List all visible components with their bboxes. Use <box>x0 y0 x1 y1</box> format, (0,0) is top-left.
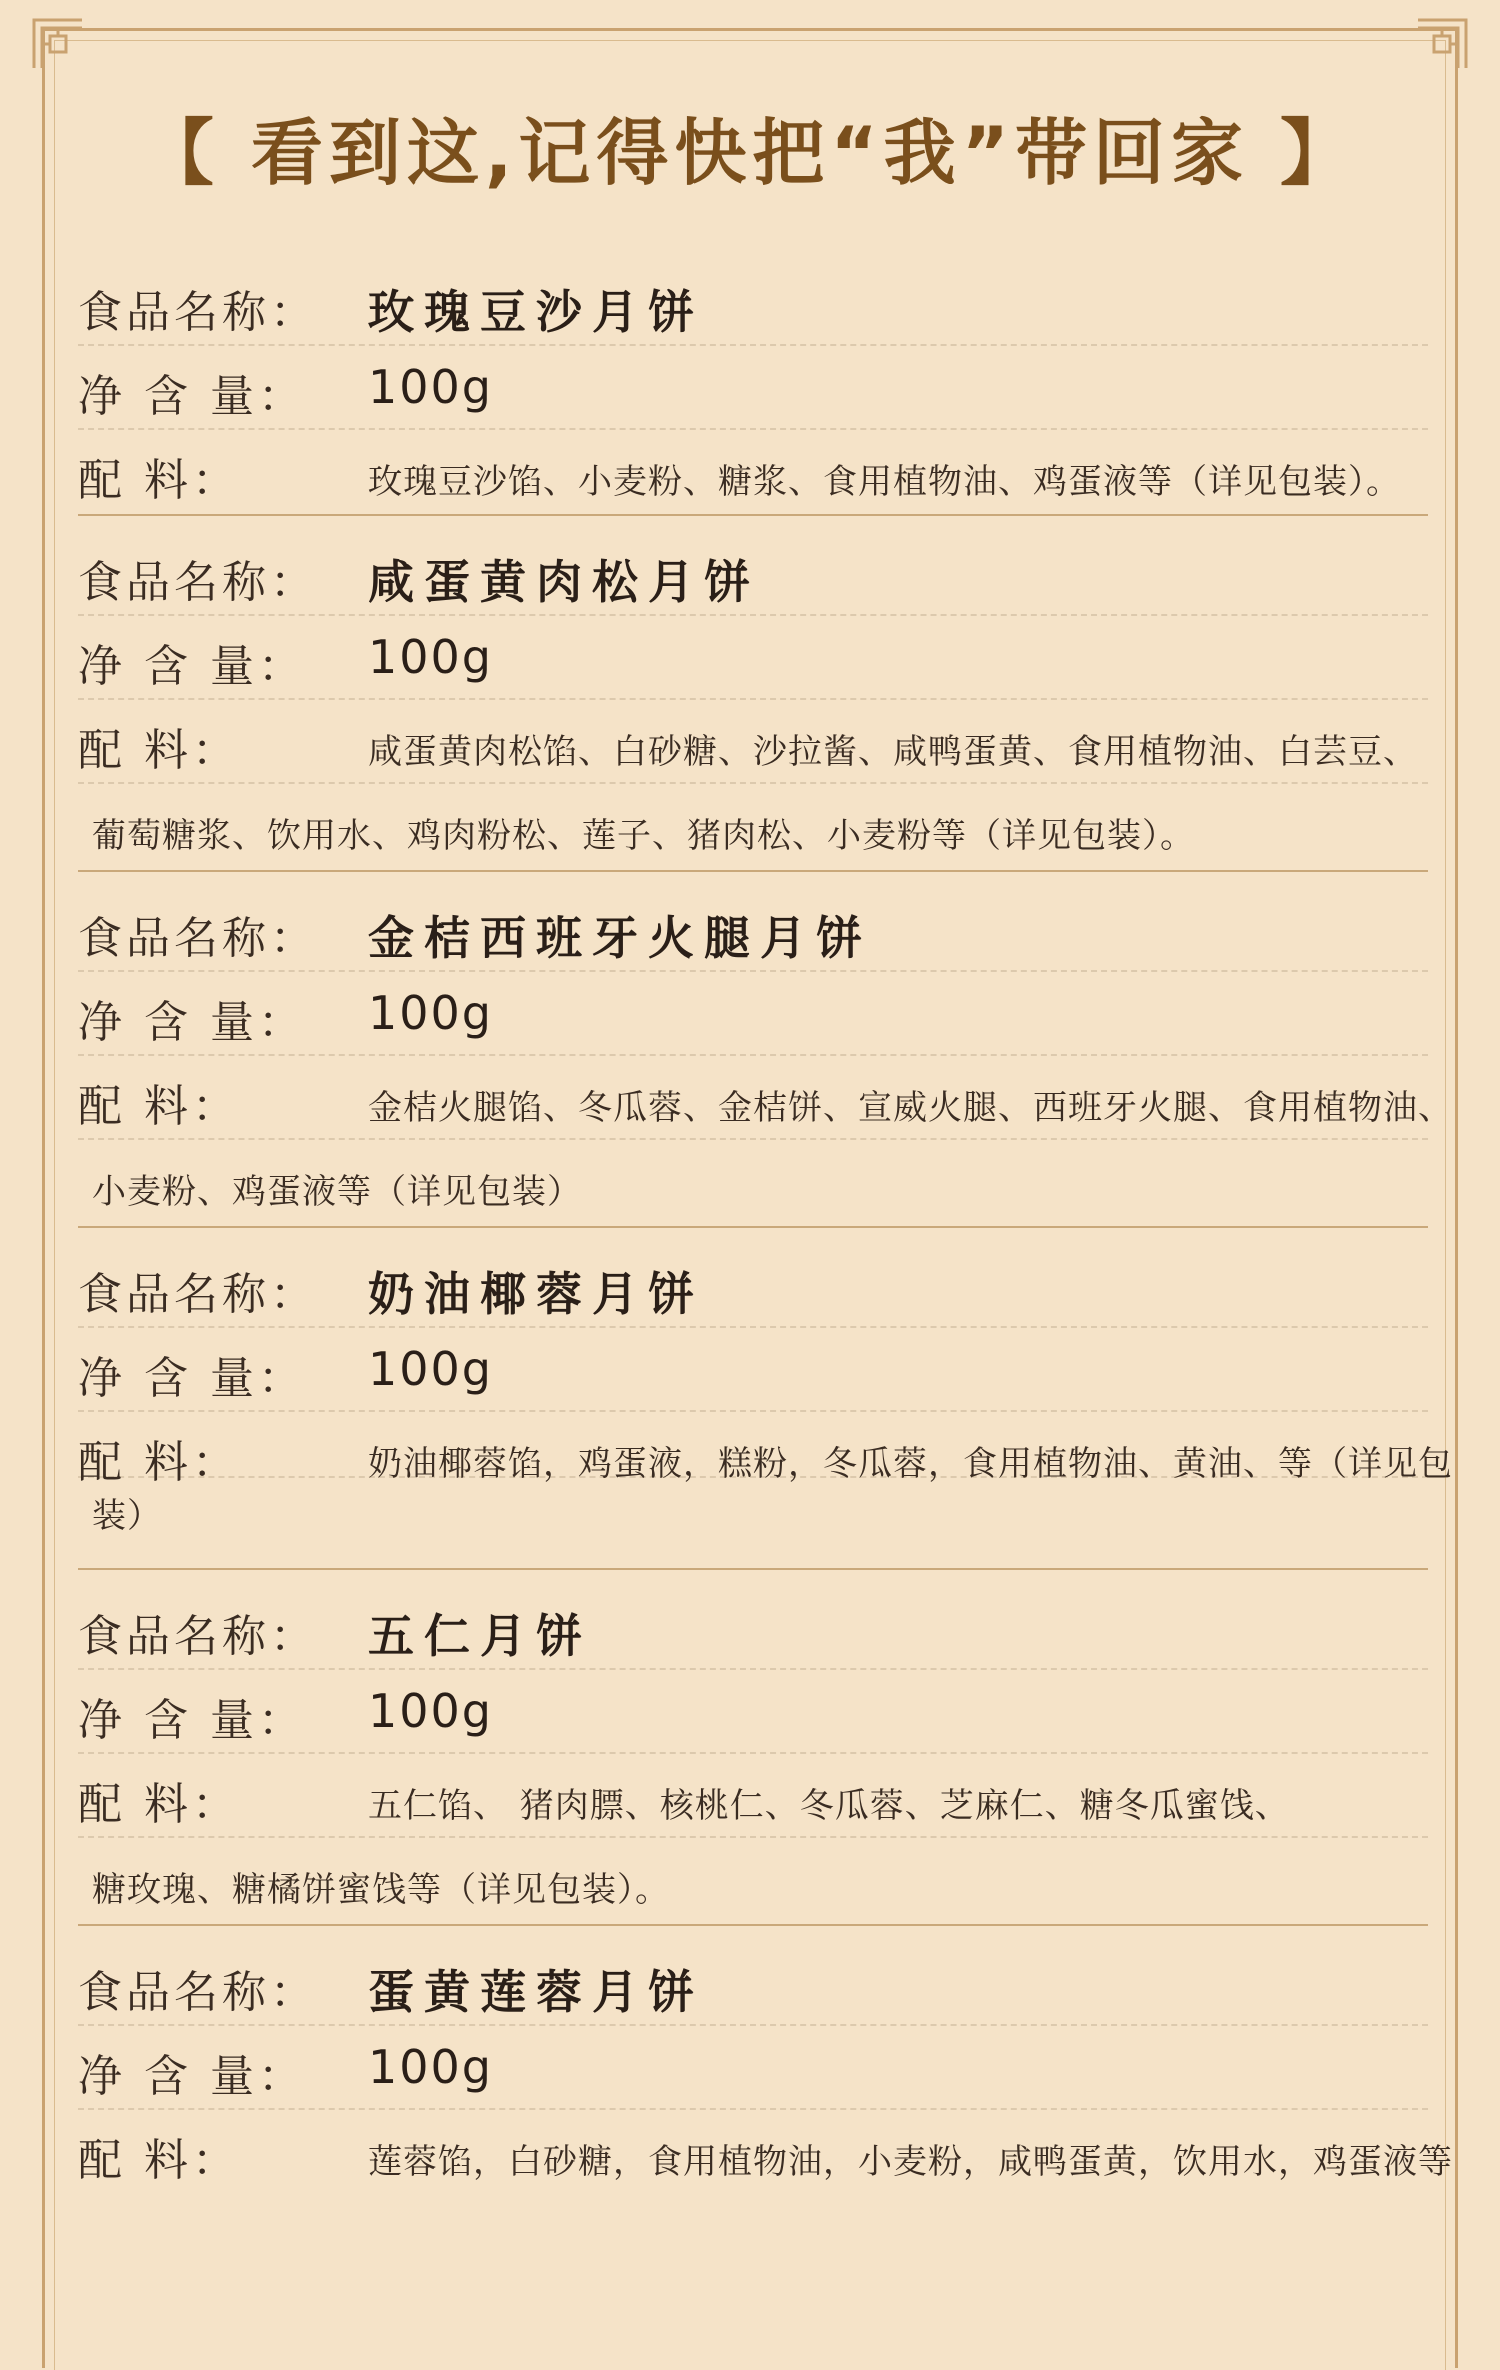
net-row <box>78 1670 1428 1754</box>
ingredients-row-cont <box>78 1838 1428 1924</box>
name-label: 食品名称： <box>78 1269 318 1320</box>
ingredients-text: 莲蓉馅，白砂糖，食用植物油，小麦粉，咸鸭蛋黄，饮用水，鸡蛋液等 <box>368 2142 1453 2182</box>
ingredients-label: 配 料： <box>78 2135 240 2186</box>
name-row <box>78 888 1428 972</box>
ingredients-row <box>78 2110 1453 2194</box>
ingredients-text: 玫瑰豆沙馅、小麦粉、糖浆、食用植物油、鸡蛋液等（详见包装）。 <box>368 462 1401 502</box>
ingredients-label: 配 料： <box>78 725 240 776</box>
ingredients-text-cont: 小麦粉、鸡蛋液等（详见包装） <box>92 1172 582 1212</box>
ingredients-text-cont: 装） <box>92 1496 162 1536</box>
product-name: 奶油椰蓉月饼 <box>368 1267 704 1321</box>
net-row <box>78 972 1428 1056</box>
net-label: 净 含 量： <box>78 1695 306 1746</box>
name-row <box>78 1244 1428 1328</box>
ingredients-text-cont: 葡萄糖浆、饮用水、鸡肉粉松、莲子、猪肉松、小麦粉等（详见包装）。 <box>92 816 1195 856</box>
net-row <box>78 616 1428 700</box>
net-content: 100g <box>368 360 493 414</box>
ingredients-text: 五仁馅、 猪肉膘、核桃仁、冬瓜蓉、芝麻仁、糖冬瓜蜜饯、 <box>368 1786 1290 1826</box>
corner-ornament-icon <box>32 18 84 70</box>
ingredients-row <box>78 1056 1453 1140</box>
ingredients-row <box>78 1754 1428 1838</box>
ingredients-label: 配 料： <box>78 1779 240 1830</box>
ingredients-text: 奶油椰蓉馅，鸡蛋液，糕粉，冬瓜蓉，食用植物油、黄油、等（详见包 <box>368 1444 1453 1484</box>
ingredients-text-cont: 糖玫瑰、糖橘饼蜜饯等（详见包装）。 <box>92 1870 670 1910</box>
net-label: 净 含 量： <box>78 371 306 422</box>
net-label: 净 含 量： <box>78 997 306 1048</box>
ingredients-label: 配 料： <box>78 1437 240 1488</box>
net-label: 净 含 量： <box>78 641 306 692</box>
net-label: 净 含 量： <box>78 1353 306 1404</box>
name-row <box>78 1586 1428 1670</box>
corner-ornament-icon <box>1416 18 1468 70</box>
ingredients-row <box>78 1412 1453 1488</box>
net-content: 100g <box>368 986 493 1040</box>
product-name: 金桔西班牙火腿月饼 <box>368 911 872 965</box>
net-label: 净 含 量： <box>78 2051 306 2102</box>
ingredients-label: 配 料： <box>78 455 240 506</box>
net-content: 100g <box>368 2040 493 2094</box>
product-name: 玫瑰豆沙月饼 <box>368 285 704 339</box>
name-label: 食品名称： <box>78 913 318 964</box>
net-row <box>78 1328 1428 1412</box>
product-section <box>78 1244 1453 1570</box>
ingredients-row <box>78 700 1428 784</box>
ingredients-row-cont <box>78 1140 1428 1226</box>
net-content: 100g <box>368 1684 493 1738</box>
net-content: 100g <box>368 630 493 684</box>
product-section <box>78 262 1428 516</box>
product-name: 五仁月饼 <box>368 1609 592 1663</box>
net-row <box>78 2026 1428 2110</box>
name-label: 食品名称： <box>78 1611 318 1662</box>
ingredients-row-cont <box>78 784 1428 870</box>
name-row <box>78 262 1428 346</box>
net-content: 100g <box>368 1342 493 1396</box>
product-section <box>78 1586 1428 1926</box>
ingredients-text: 咸蛋黄肉松馅、白砂糖、沙拉酱、咸鸭蛋黄、食用植物油、白芸豆、 <box>368 732 1418 772</box>
product-name: 蛋黄莲蓉月饼 <box>368 1965 704 2019</box>
product-name: 咸蛋黄肉松月饼 <box>368 555 760 609</box>
page-title: 【 看到这,记得快把“我”带回家 】 <box>141 111 1359 195</box>
ingredients-label: 配 料： <box>78 1081 240 1132</box>
name-row <box>78 532 1428 616</box>
product-list <box>78 262 1453 2194</box>
name-row <box>78 1942 1428 2026</box>
name-label: 食品名称： <box>78 287 318 338</box>
product-section <box>78 532 1428 872</box>
name-label: 食品名称： <box>78 1967 318 2018</box>
ingredients-row <box>78 430 1428 514</box>
ingredients-row-cont <box>78 1478 1428 1568</box>
product-section <box>78 1942 1453 2194</box>
ingredients-text: 金桔火腿馅、冬瓜蓉、金桔饼、宣威火腿、西班牙火腿、食用植物油、 <box>368 1088 1453 1128</box>
net-row <box>78 346 1428 430</box>
name-label: 食品名称： <box>78 557 318 608</box>
product-section <box>78 888 1453 1228</box>
